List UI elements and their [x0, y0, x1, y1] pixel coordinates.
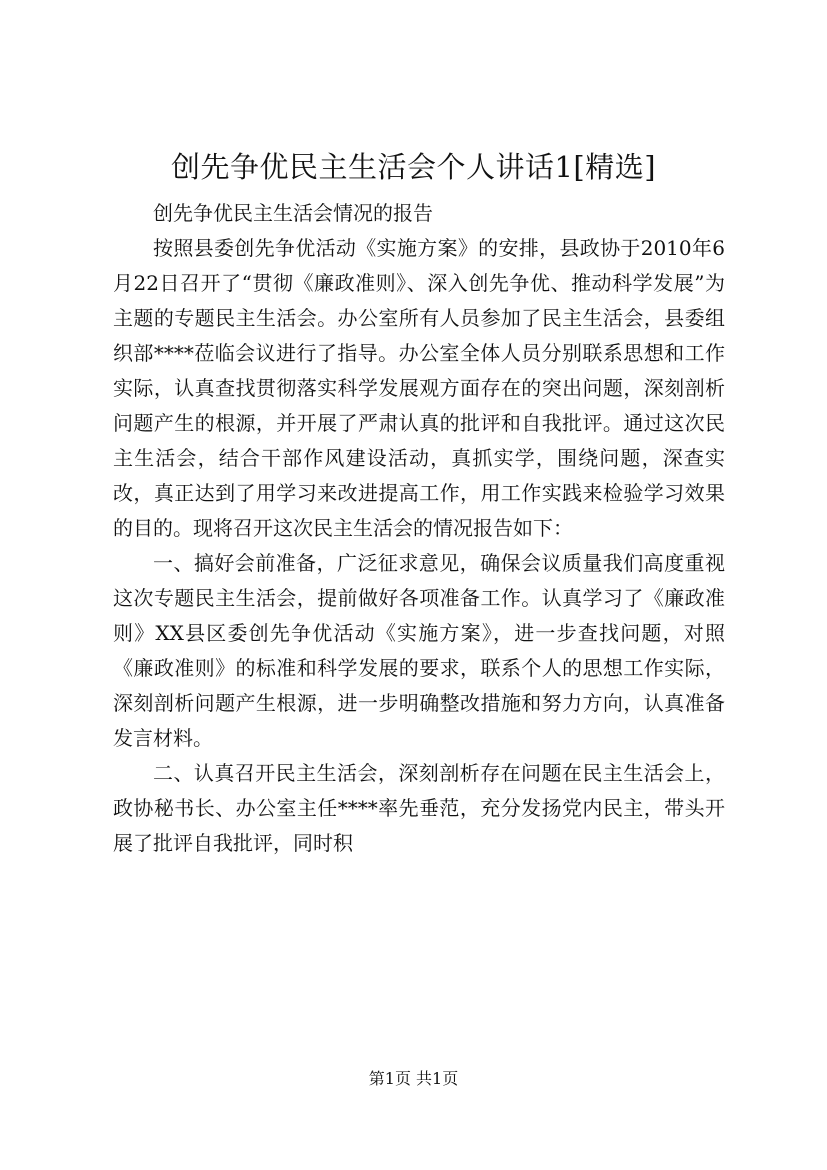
page-footer: 第1页 共1页 [368, 1069, 459, 1088]
document-body [113, 196, 725, 861]
paragraph-intro: 按照县委创先争优活动《实施方案》的安排，县政协于2010年6月22日召开了“贯彻《廉政准则》、深入创先争优、推动科学发展”为主题的专题民主生活会。办公室所有人员参加了民主生活会，县委组织部****莅临会议进行了指导。办公室全体人员分别联系思想和工作实际，认真查找贯彻落实科学发展观方面存在的突出问题，深刻剖析问题产生的根源，并开展了严肃认真的批评和自我批评。通过这次民主生活会，结合干部作风建设活动，真抓实学，围绕问题，深查实改，真正达到了用学习来改进提高工作，用工作实践来检验学习效果的目的。现将召开这次民主生活会的情况报告如下： [113, 236, 725, 540]
paragraph-section-one: 一、搞好会前准备，广泛征求意见，确保会议质量我们高度重视这次专题民主生活会，提前做好各项准备工作。认真学习了《廉政准则》XX县区委创先争优活动《实施方案》，进一步查找问题，对照《廉政准则》的标准和科学发展的要求，联系个人的思想工作实际，深刻剖析问题产生根源，进一步明确整改措施和努力方向，认真准备发言材料。 [113, 551, 725, 750]
paragraph-subtitle: 创先争优民主生活会情况的报告 [153, 201, 433, 225]
paragraph-section-two: 二、认真召开民主生活会，深刻剖析存在问题在民主生活会上，政协秘书长、办公室主任****率先垂范，充分发扬党内民主，带头开展了批评自我批评，同时积 [113, 761, 725, 855]
document-title: 创先争优民主生活会个人讲话1[精选] [170, 150, 657, 184]
